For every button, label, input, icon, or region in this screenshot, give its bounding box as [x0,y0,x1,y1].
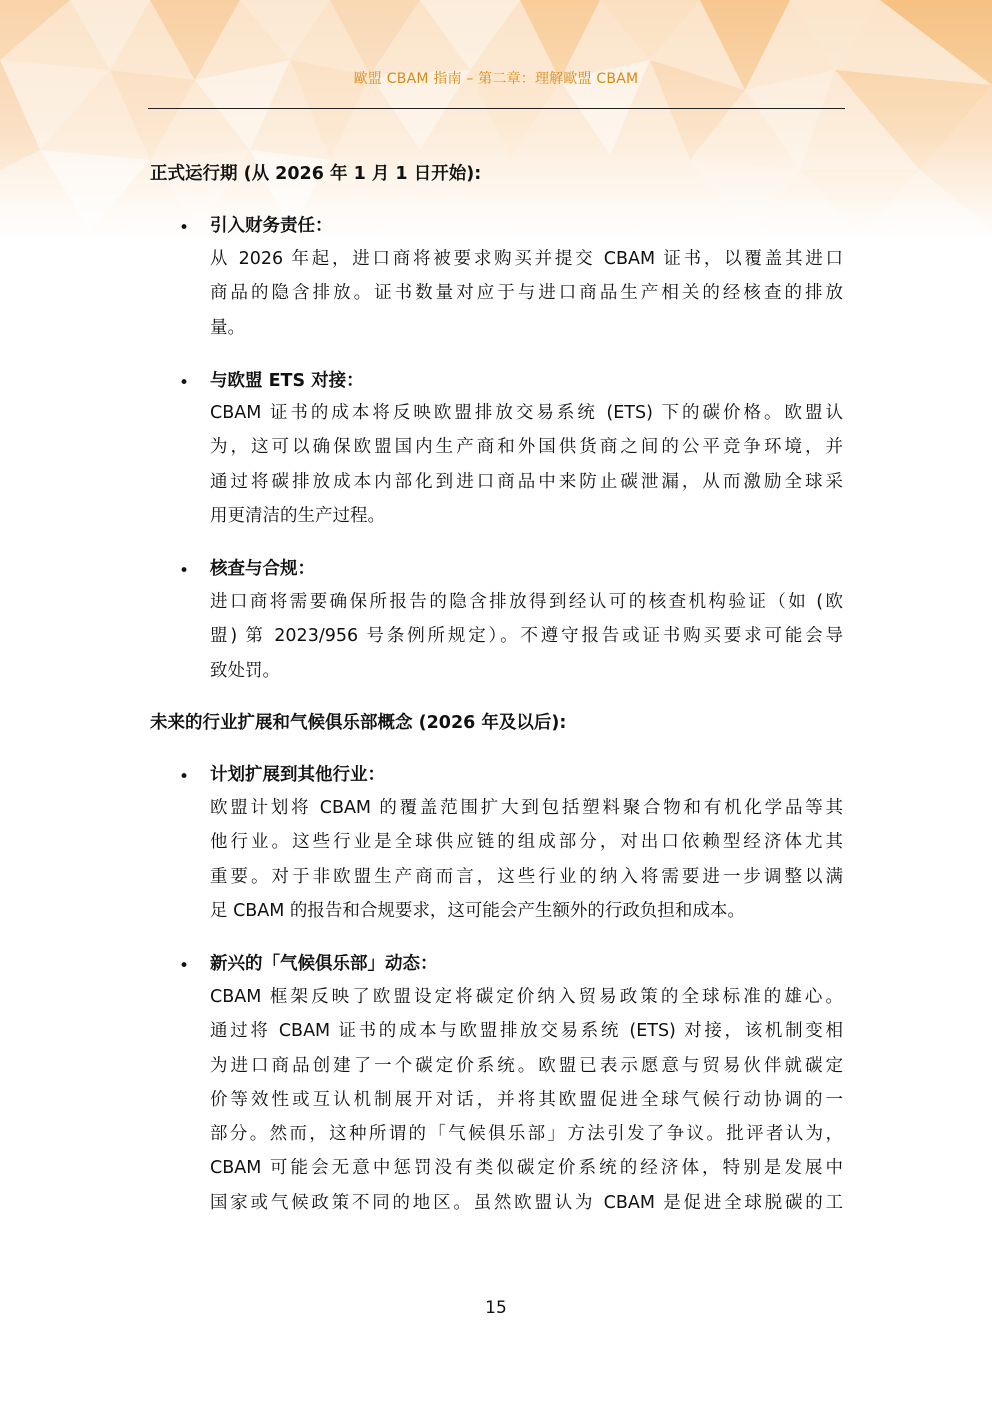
body-line: 量。 [210,317,245,338]
body-line: 足 CBAM 的报告和合规要求，这可能会产生额外的行政负担和成本。 [210,900,745,921]
item-body-ets-linkage [210,396,843,533]
body-line: 价等效性或互认机制展开对话，并将其欧盟促进全球气候行动协调的一 [210,1089,843,1110]
body-line: CBAM 框架反映了欧盟设定将碳定价纳入贸易政策的全球标准的雄心。 [210,987,843,1007]
item-title-climate-club: 新兴的「气候俱乐部」动态： [210,954,438,974]
item-body-verification-compliance [210,585,843,688]
body-line: 通过将 CBAM 证书的成本与欧盟排放交易系统 (ETS) 对接，该机制变相 [210,1021,843,1042]
body-line: 从 2026 年起，进口商将被要求购买并提交 CBAM 证书，以覆盖其进口 [210,249,843,269]
item-body-financial-liability [210,242,843,345]
running-header-title: 歐盟 CBAM 指南 – 第二章：理解歐盟 CBAM [353,71,639,87]
bullet-icon: • [179,373,190,393]
body-line: 为，这可以确保欧盟国内生产商和外国供货商之间的公平竞争环境，并 [210,437,843,458]
body-line: CBAM 证书的成本将反映欧盟排放交易系统 (ETS) 下的碳价格。欧盟认 [210,403,843,423]
section-heading-operational-period: 正式运行期 (从 2026 年 1 月 1 日开始): [150,164,482,184]
bullet-icon: • [179,561,190,581]
item-title-ets-linkage: 与欧盟 ETS 对接： [210,371,364,391]
body-line: 用更清洁的生产过程。 [210,505,385,526]
item-title-financial-liability: 引入财务责任： [210,216,333,236]
item-body-sector-expansion [210,791,843,928]
item-title-verification-compliance: 核查与合规： [210,559,315,579]
body-line: CBAM 可能会无意中惩罚没有类似碳定价系统的经济体，特别是发展中 [210,1158,843,1179]
body-line: 部分。然而，这种所谓的「气候俱乐部」方法引发了争议。批评者认为， [210,1124,843,1145]
bullet-icon: • [179,218,190,238]
body-line: 重要。对于非欧盟生产商而言，这些行业的纳入将需要进一步调整以满 [210,866,843,887]
bullet-icon: • [179,956,190,976]
page-number: 15 [485,1298,507,1318]
section-heading-future-expansion: 未来的行业扩展和气候俱乐部概念 (2026 年及以后): [150,713,567,733]
body-line: 通过将碳排放成本内部化到进口商品中来防止碳泄漏，从而激励全球采 [210,471,843,492]
body-line: 他行业。这些行业是全球供应链的组成部分，对出口依赖型经济体尤其 [210,832,843,853]
body-line: 商品的隐含排放。证书数量对应于与进口商品生产相关的经核查的排放 [210,283,843,304]
item-title-sector-expansion: 计划扩展到其他行业： [210,765,385,785]
body-line: 为进口商品创建了一个碳定价系统。欧盟已表示愿意与贸易伙伴就碳定 [210,1055,843,1076]
body-line: 盟) 第 2023/956 号条例所规定）。不遵守报告或证书购买要求可能会导 [210,626,843,647]
body-line: 进口商将需要确保所报告的隐含排放得到经认可的核查机构验证（如 (欧 [210,592,843,612]
bullet-icon: • [179,767,190,787]
body-line: 欧盟计划将 CBAM 的覆盖范围扩大到包括塑料聚合物和有机化学品等其 [210,798,843,818]
item-body-climate-club [210,980,843,1220]
body-line: 国家或气候政策不同的地区。虽然欧盟认为 CBAM 是促进全球脱碳的工 [210,1192,843,1213]
body-line: 致处罚。 [210,660,280,681]
